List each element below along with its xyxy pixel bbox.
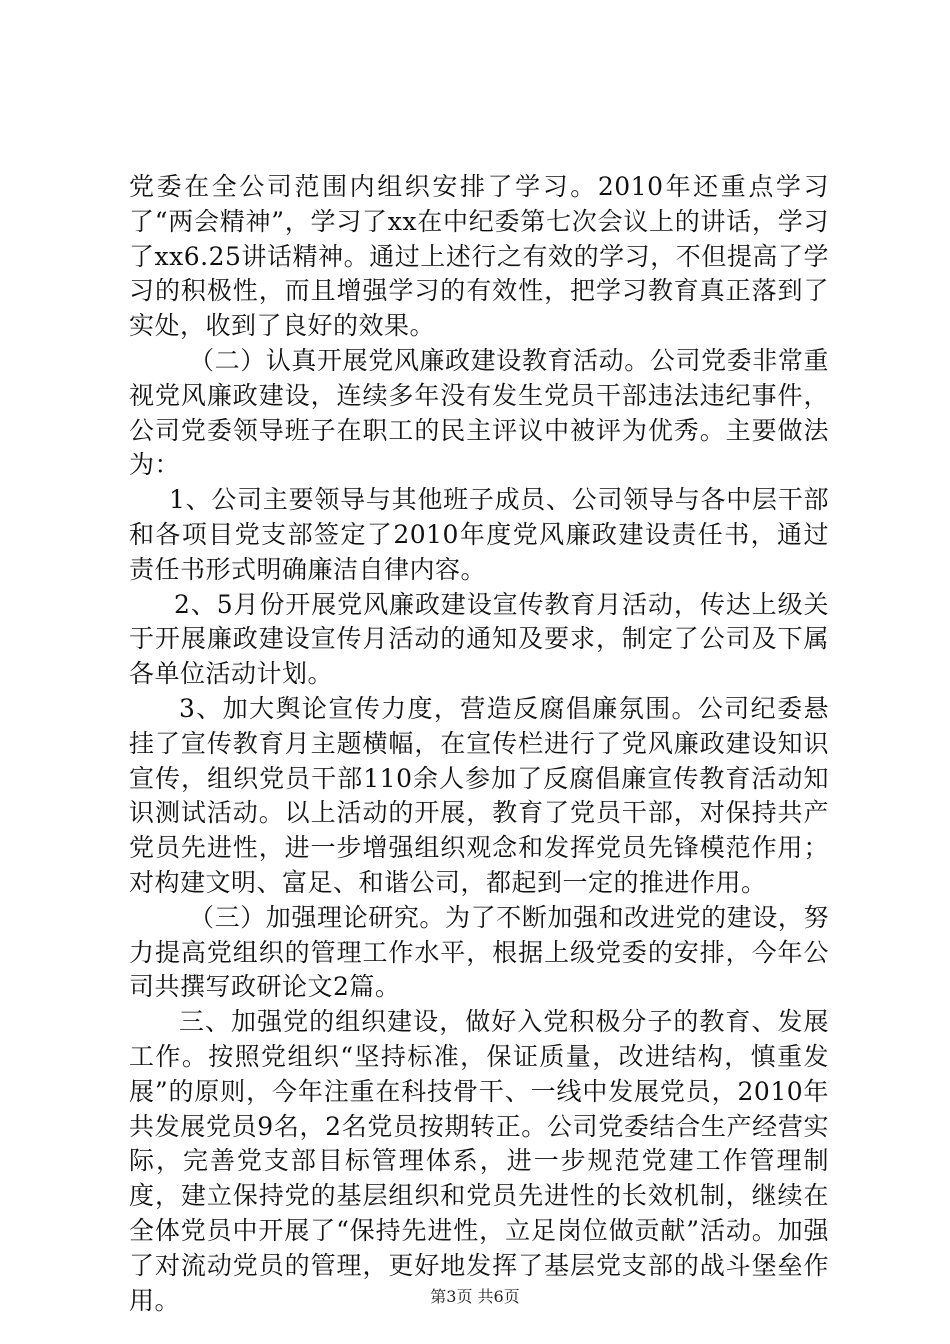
paragraph-item-3: 3、加大舆论宣传力度，营造反腐倡廉氛围。公司纪委悬挂了宣传教育月主题横幅，在宣传栏进行了党风廉政建设知识宣传，组织党员干部110余人参加了反腐倡廉宣传教育活动知识测试活动。以上活动的开展，教育了党员干部，对保持共产党员先进性，进一步增强组织观念和发挥党员先锋模范作用；对构建文明、富足、和谐公司，都起到一定的推进作用。: [129, 693, 829, 897]
paragraph-section-three-sub: （三）加强理论研究。为了不断加强和改进党的建设，努力提高党组织的管理工作水平，根据上级党委的安排，今年公司共撰写政研论文2篇。: [129, 902, 829, 1002]
paragraph-intro-continued: 党委在全公司范围内组织安排了学习。2010年还重点学习了“两会精神”，学习了xx在中纪委第七次会议上的讲话，学习了xx6.25讲话精神。通过上述行之有效的学习，不但提高了学习的积极性，而且增强学习的有效性，把学习教育真正落到了实处，收到了良好的效果。: [129, 172, 829, 341]
paragraph-item-1: 1、公司主要领导与其他班子成员、公司领导与各中层干部和各项目党支部签定了2010年度党风廉政建设责任书，通过责任书形式明确廉洁自律内容。: [129, 485, 829, 584]
paragraph-section-two: （二）认真开展党风廉政建设教育活动。公司党委非常重视党风廉政建设，连续多年没有发生党员干部违法违纪事件，公司党委领导班子在职工的民主评议中被评为优秀。主要做法为：: [129, 345, 829, 480]
paragraph-section-three: 三、加强党的组织建设，做好入党积极分子的教育、发展工作。按照党组织“坚持标准，保证质量，改进结构，慎重发展”的原则，今年注重在科技骨干、一线中发展党员，2010年共发展党员9名，2名党员按期转正。公司党委结合生产经营实际，完善党支部目标管理体系，进一步规范党建工作管理制度，建立保持党的基层组织和党员先进性的长效机制，继续在全体党员中开展了“保持先进性，立足岗位做贡献”活动。加强了对流动党员的管理，更好地发挥了基层党支部的战斗堡垒作用。: [129, 1007, 829, 1315]
document-body: [129, 170, 829, 1318]
page-number-footer: 第3页 共6页: [430, 1287, 520, 1306]
paragraph-item-2: 2、5月份开展党风廉政建设宣传教育月活动，传达上级关于开展廉政建设宣传月活动的通知及要求，制定了公司及下属各单位活动计划。: [129, 589, 829, 689]
